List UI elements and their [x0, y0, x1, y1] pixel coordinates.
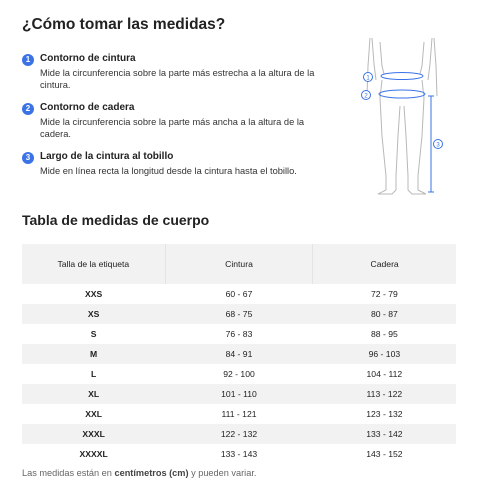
hip-cell: 88 - 95 [371, 329, 398, 339]
hip-cell: 123 - 132 [366, 409, 403, 419]
table-title: Tabla de medidas de cuerpo [22, 212, 210, 228]
waist-cell: 92 - 100 [223, 369, 255, 379]
note-unit: centímetros (cm) [114, 468, 189, 478]
step-title: Contorno de cintura [40, 53, 136, 64]
column-header-size: Talla de la etiqueta [22, 244, 165, 284]
table-row [22, 304, 456, 324]
waist-cell: 111 - 121 [221, 409, 257, 419]
hip-cell: 133 - 142 [313, 424, 456, 444]
step-title: Contorno de cadera [40, 102, 135, 113]
hip-cell: 104 - 112 [366, 369, 403, 379]
hip-cell: 113 - 122 [313, 384, 456, 404]
step-hip [22, 101, 332, 140]
size-cell: M [22, 344, 165, 364]
table-row [22, 324, 456, 344]
waist-cell: 101 - 110 [165, 384, 313, 404]
size-cell: XS [22, 304, 165, 324]
table-row [22, 364, 456, 384]
units-note [22, 468, 256, 478]
table-row [22, 384, 456, 404]
step-description: Mide la circunferencia sobre la parte más ancha a la altura de la cadera. [40, 117, 305, 139]
step-number-badge: 2 [22, 103, 34, 115]
waist-cell: 68 - 75 [165, 304, 313, 324]
size-cell: XXXXL [79, 449, 108, 459]
svg-text:1: 1 [366, 75, 370, 82]
waist-measure-line [381, 73, 423, 80]
waist-cell: 133 - 143 [220, 449, 258, 459]
hip-cell: 96 - 103 [313, 344, 456, 364]
waist-cell: 122 - 132 [165, 424, 313, 444]
table-row [22, 444, 456, 464]
column-header-waist: Cintura [165, 244, 313, 284]
waist-cell: 76 - 83 [225, 329, 253, 339]
size-cell: XL [22, 384, 165, 404]
table-row [22, 404, 456, 424]
step-number-badge: 1 [22, 54, 34, 66]
marker-2 [362, 91, 371, 100]
table-row [22, 344, 456, 364]
marker-3 [434, 140, 443, 149]
note-prefix: Las medidas están en [22, 468, 112, 478]
waist-cell: 84 - 91 [165, 344, 313, 364]
table-row [22, 284, 456, 304]
hip-measure-line [379, 90, 425, 98]
step-description: Mide en línea recta la longitud desde la cintura hasta el tobillo. [40, 166, 297, 176]
step-waist [22, 52, 332, 91]
svg-text:3: 3 [436, 142, 440, 149]
step-description: Mide la circunferencia sobre la parte más estrecha a la altura de la cintura. [40, 68, 315, 90]
size-cell: XXXL [22, 424, 165, 444]
page-title: ¿Cómo tomar las medidas? [22, 16, 226, 33]
body-figure-illustration [352, 36, 452, 208]
marker-1 [364, 73, 373, 82]
step-length [22, 150, 332, 177]
hip-cell: 72 - 79 [371, 289, 398, 299]
measurement-steps [22, 52, 332, 187]
step-number-badge: 3 [22, 152, 34, 164]
size-cell: XXS [85, 289, 103, 299]
note-suffix: y pueden variar. [191, 468, 257, 478]
table-row [22, 424, 456, 444]
hip-cell: 143 - 152 [366, 449, 403, 459]
waist-cell: 60 - 67 [225, 289, 253, 299]
size-cell: XXL [85, 409, 102, 419]
column-header-hip: Cadera [313, 244, 456, 284]
hip-cell: 80 - 87 [313, 304, 456, 324]
step-title: Largo de la cintura al tobillo [40, 151, 174, 162]
size-cell: S [90, 329, 97, 339]
svg-text:2: 2 [364, 93, 368, 100]
size-table [22, 244, 456, 464]
size-cell: L [90, 369, 97, 379]
